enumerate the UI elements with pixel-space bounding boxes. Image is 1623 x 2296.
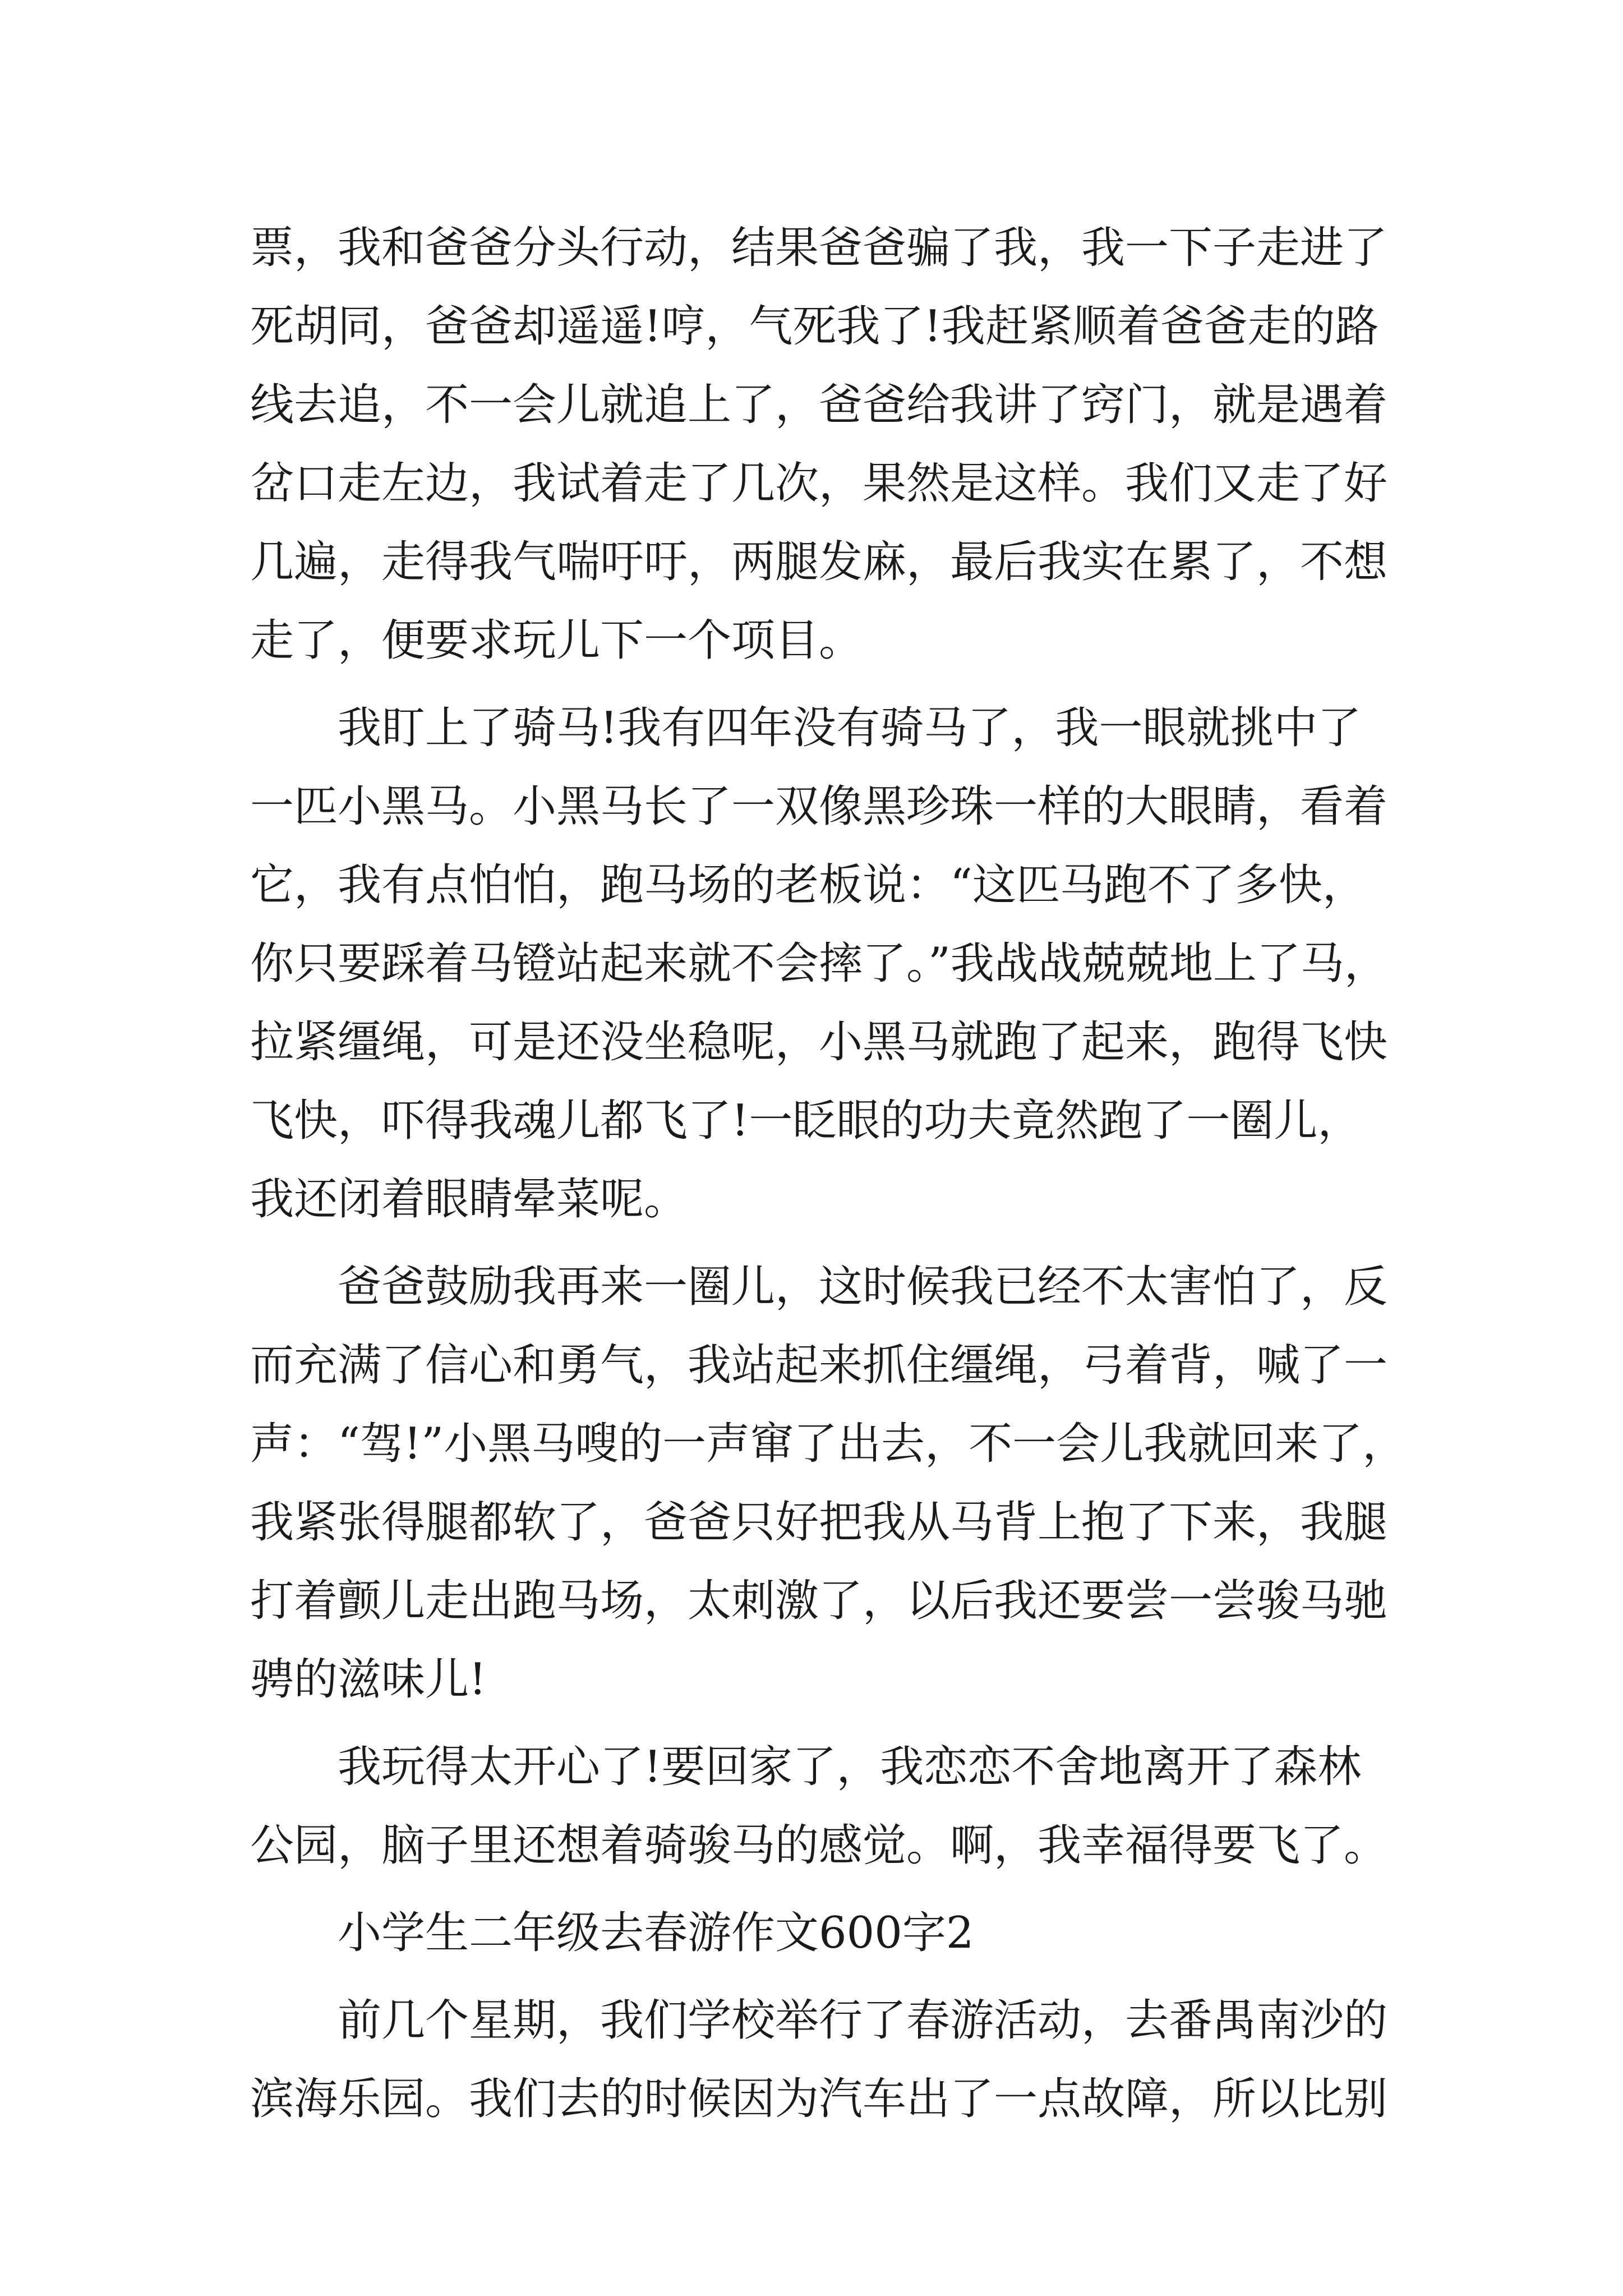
- text-line: 岔口走左边，我试着走了几次，果然是这样。我们又走了好: [250, 458, 1388, 509]
- text-line: 一匹小黑马。小黑马长了一双像黑珍珠一样的大眼睛，看着: [250, 781, 1388, 832]
- text-line: 打着颤儿走出跑马场，太刺激了，以后我还要尝一尝骏马驰: [250, 1576, 1388, 1626]
- text-line: 拉紧缰绳，可是还没坐稳呢，小黑马就跑了起来，跑得飞快: [250, 1017, 1388, 1068]
- text-line: 爸爸鼓励我再来一圈儿，这时候我已经不太害怕了，反: [250, 1262, 1388, 1312]
- text-line: 死胡同，爸爸却遥遥!哼，气死我了!我赶紧顺着爸爸走的路: [250, 301, 1379, 352]
- text-line: 公园，脑子里还想着骑骏马的感觉。啊，我幸福得要飞了。: [250, 1820, 1388, 1871]
- section-heading: 小学生二年级去春游作文600字2: [250, 1908, 974, 1958]
- text-line: 票，我和爸爸分头行动，结果爸爸骗了我，我一下子走进了: [250, 223, 1388, 273]
- text-line: 你只要踩着马镫站起来就不会摔了。”我战战兢兢地上了马，: [250, 938, 1388, 989]
- text-line: 而充满了信心和勇气，我站起来抓住缰绳，弓着背，喊了一: [250, 1340, 1388, 1391]
- text-line: 我玩得太开心了!要回家了，我恋恋不舍地离开了森林: [250, 1742, 1362, 1792]
- text-line: 走了，便要求玩儿下一个项目。: [250, 615, 863, 666]
- essay-body: [250, 209, 1407, 2138]
- text-line: 几遍，走得我气喘吁吁，两腿发麻，最后我实在累了，不想: [250, 537, 1388, 587]
- text-line: 我还闭着眼睛晕菜呢。: [250, 1174, 688, 1225]
- text-line: 滨海乐园。我们去的时候因为汽车出了一点故障，所以比别: [250, 2074, 1388, 2124]
- text-line: 声：“驾!”小黑马嗖的一声窜了出去，不一会儿我就回来了，: [250, 1419, 1407, 1469]
- text-line: 前几个星期，我们学校举行了春游活动，去番禺南沙的: [250, 1995, 1388, 2046]
- text-line: 骋的滋味儿!: [250, 1654, 487, 1705]
- text-line: 飞快，吓得我魂儿都飞了!一眨眼的功夫竟然跑了一圈儿，: [250, 1096, 1362, 1146]
- text-line: 线去追，不一会儿就追上了，爸爸给我讲了窍门，就是遇着: [250, 380, 1388, 430]
- text-line: 我盯上了骑马!我有四年没有骑马了，我一眼就挑中了: [250, 703, 1362, 753]
- text-line: 它，我有点怕怕，跑马场的老板说：“这匹马跑不了多快，: [250, 860, 1366, 910]
- text-line: 我紧张得腿都软了，爸爸只好把我从马背上抱了下来，我腿: [250, 1497, 1388, 1548]
